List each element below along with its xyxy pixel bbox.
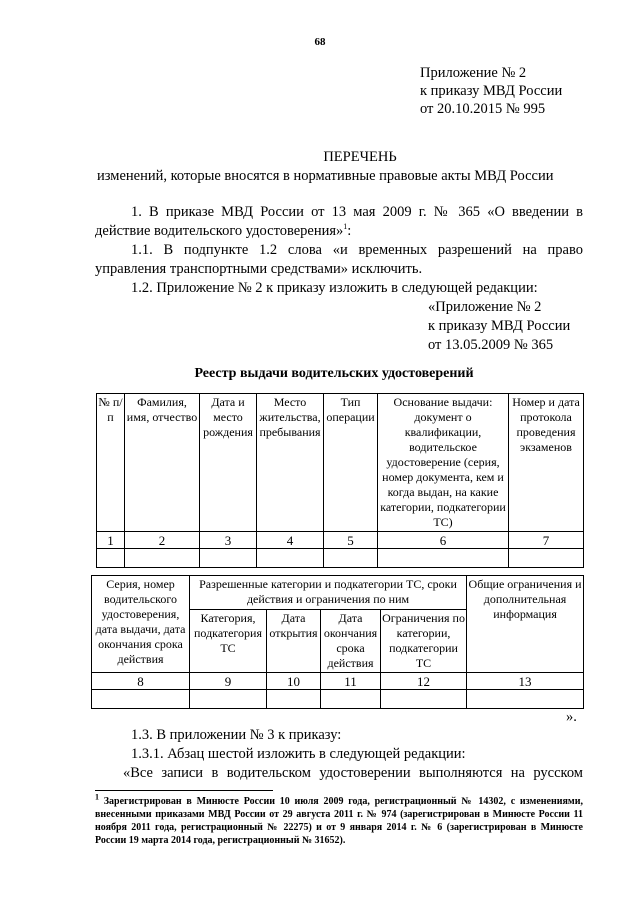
table1-number-cell: 4: [257, 532, 324, 549]
item-1-line-2: действие водительского удостоверения»$^1$:: [95, 222, 352, 239]
table1-header-cell: Дата и место рождения: [200, 394, 257, 532]
footnote-divider: [95, 790, 273, 791]
table1-empty-cell: [324, 549, 378, 568]
table1-number-cell: 7: [509, 532, 584, 549]
table2-empty-cell: [321, 690, 381, 709]
table1-empty-row: [97, 549, 584, 568]
list-title: ПЕРЕЧЕНЬ: [323, 149, 397, 165]
list-subtitle: изменений, которые вносятся в нормативные правовые акты МВД России: [97, 168, 554, 184]
item-1-1-line-2: управления транспортными средствами» исключить.: [95, 261, 423, 277]
attachment-line-2: к приказу МВД России: [420, 83, 563, 99]
item-1-2: 1.2. Приложение № 2 к приказу изложить в следующей редакции:: [131, 280, 538, 296]
table2-empty-cell: [190, 690, 267, 709]
table1-empty-cell: [378, 549, 509, 568]
inner-attachment-line-2: к приказу МВД России: [428, 318, 571, 334]
table2-number-cell: 12: [381, 673, 467, 690]
footnote-text: Зарегистрирован в Минюсте России 10 июля 2009 года, регистрационный № 14302, с изменениями, внесенными приказами МВД России от 29 августа 2011 г. № 974 (зарегистрирован в Минюсте России 11 ноября 2011 года, регистрационный № 22275) и от 9 января 2014 г. № 6 (зарегистрирован в Минюсте России 19 марта 2014 года, регистрационный № 31652).: [95, 796, 583, 846]
table1-header-row: [97, 394, 584, 532]
table1-number-row: [97, 532, 584, 549]
table2-subheader-cell: Ограничения по категории, подкатегории ТС: [381, 610, 467, 673]
table2-header-cell: Серия, номер водительского удостоверения, дата выдачи, дата окончания срока действия: [92, 576, 190, 673]
table2-number-cell: 10: [267, 673, 321, 690]
table1-header-cell: Фамилия, имя, отчество: [125, 394, 200, 532]
table1-empty-cell: [97, 549, 125, 568]
table1-header-cell: Место жительства, пребывания: [257, 394, 324, 532]
table2-number-row: [92, 673, 584, 690]
registry-title: Реестр выдачи водительских удостоверений: [194, 366, 474, 381]
table1-number-cell: 3: [200, 532, 257, 549]
page-number: 68: [314, 36, 326, 48]
table1-empty-cell: [125, 549, 200, 568]
table1-header-cell: Тип операции: [324, 394, 378, 532]
table2-number-cell: 9: [190, 673, 267, 690]
table2-number-cell: 8: [92, 673, 190, 690]
table2-empty-cell: [267, 690, 321, 709]
table1-empty-cell: [509, 549, 584, 568]
table1-header-cell: Основание выдачи: документ о квалификации, водительское удостоверение (серия, номер документа, кем и когда выдан, на какие категории, подкатегории ТС): [378, 394, 509, 532]
attachment-line-1: Приложение № 2: [420, 65, 527, 81]
table2-empty-row: [92, 690, 584, 709]
table2-subheader-cell: Дата открытия: [267, 610, 321, 673]
table2-number-cell: 13: [467, 673, 584, 690]
table2-number-cell: 11: [321, 673, 381, 690]
attachment-line-3: от 20.10.2015 № 995: [420, 101, 546, 117]
table2-subheader-cell: Дата окончания срока действия: [321, 610, 381, 673]
table2-group-header: Разрешенные категории и подкатегории ТС, сроки действия и ограничения по ним: [190, 576, 467, 610]
table1-number-cell: 1: [97, 532, 125, 549]
footnote: [95, 792, 583, 847]
table2-empty-cell: [92, 690, 190, 709]
table1-header-cell: № п/п: [97, 394, 125, 532]
item-1-3-1: 1.3.1. Абзац шестой изложить в следующей редакции:: [131, 746, 466, 762]
table2-header-cell: Общие ограничения и дополнительная информация: [467, 576, 584, 673]
quoted-paragraph-line: «Все записи в водительском удостоверении выполняются на русском: [123, 765, 583, 781]
table2-header-row: [92, 576, 584, 610]
table1-number-cell: 5: [324, 532, 378, 549]
table1-number-cell: 2: [125, 532, 200, 549]
table1-empty-cell: [257, 549, 324, 568]
table2-empty-cell: [381, 690, 467, 709]
item-1-3: 1.3. В приложении № 3 к приказу:: [131, 727, 342, 743]
item-1-line-1: 1. В приказе МВД России от 13 мая 2009 г. № 365 «О введении в: [131, 204, 583, 220]
table1-number-cell: 6: [378, 532, 509, 549]
table2-empty-cell: [467, 690, 584, 709]
inner-attachment-line-1: «Приложение № 2: [428, 299, 542, 315]
closing-quote: ».: [566, 709, 577, 725]
item-1-1-line-1: 1.1. В подпункте 1.2 слова «и временных разрешений на право: [131, 242, 583, 258]
footnote-reference: 1: [343, 222, 348, 232]
registry-table-2: [91, 575, 584, 709]
registry-table-1: [96, 393, 584, 568]
table1-header-cell: Номер и дата протокола проведения экзаменов: [509, 394, 584, 532]
table2-subheader-cell: Категория, подкатегория ТС: [190, 610, 267, 673]
table1-empty-cell: [200, 549, 257, 568]
inner-attachment-line-3: от 13.05.2009 № 365: [428, 337, 554, 353]
footnote-mark: 1: [95, 792, 99, 802]
